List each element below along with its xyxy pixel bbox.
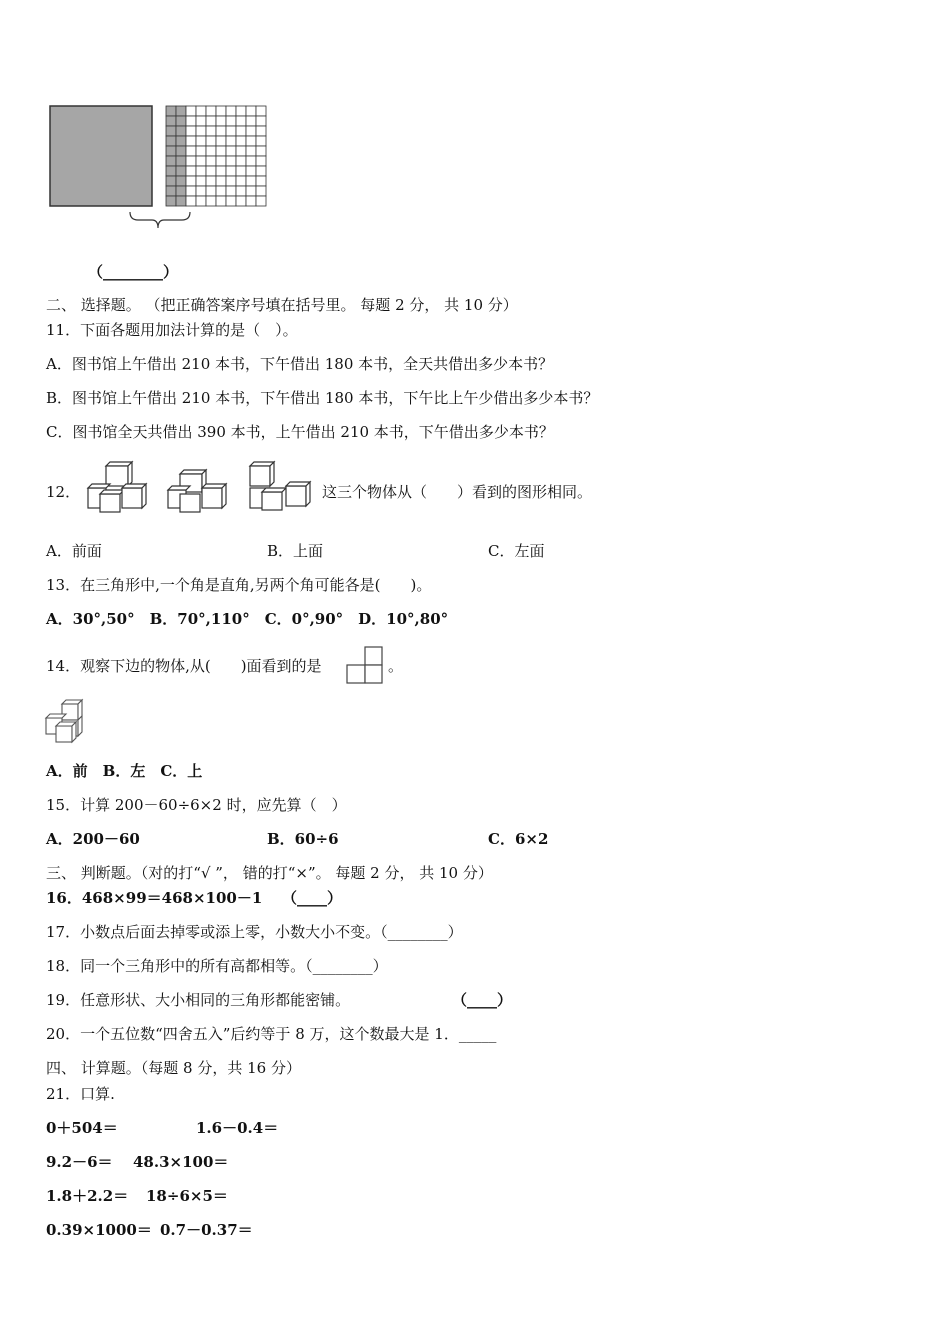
q21-item: 0.39×1000＝ [46,1221,152,1239]
q12-option-b[interactable]: B．上面 [267,542,324,560]
grid-cell [196,196,206,206]
grid-cell [196,156,206,166]
grid-cell [176,186,186,196]
q21-item: 1.8＋2.2＝ [46,1187,129,1205]
q21-item: 48.3×100＝ [133,1153,229,1171]
grid-cell [166,196,176,206]
grid-cell [166,156,176,166]
grid-cell [256,126,266,136]
grid-cell [216,116,226,126]
grid-cell [206,146,216,156]
q10-figure [46,100,276,235]
q15-option-a[interactable]: A．200－60 [46,830,140,848]
grid-cell [236,126,246,136]
q12-stem: 这三个物体从（ ）看到的图形相同。 [322,483,593,501]
q19-blank[interactable]: （____） [452,991,513,1009]
grid-cell [246,146,256,156]
grid-cell [206,156,216,166]
section2-heading: 二、 选择题。 （把正确答案序号填在括号里。 每题 2 分， 共 10 分） [46,296,518,314]
grid-cell [196,136,206,146]
grid-cell [216,136,226,146]
grid-cell [256,116,266,126]
grid-cell [186,146,196,156]
grid-cell [216,186,226,196]
grid-cell [196,126,206,136]
grid-cell [236,156,246,166]
grid-cell [216,156,226,166]
q13-options[interactable]: A．30°,50° B．70°,110° C．0°,90° D．10°,80° [46,610,449,628]
grid-cell [176,136,186,146]
grid-cell [226,196,236,206]
q15-option-b[interactable]: B．60÷6 [267,830,339,848]
grid-cell [236,186,246,196]
grid-cell [236,116,246,126]
q14-options[interactable]: A．前 B．左 C．上 [46,762,203,780]
grid-cell [246,196,256,206]
grid-cell [246,136,256,146]
grid-cell [206,196,216,206]
grid-cell [176,176,186,186]
grid-cell [216,126,226,136]
q21-item: 0＋504＝ [46,1119,118,1137]
q16-stem: 16．468×99＝468×100－1 [46,889,263,907]
q19-stem: 19．任意形状、大小相同的三角形都能密铺。 [46,991,351,1009]
grid-cell [256,166,266,176]
q11-option-c[interactable]: C．图书馆全天共借出 390 本书，上午借出 210 本书，下午借出多少本书？ [46,423,554,441]
grid-cell [206,126,216,136]
q14-stem-end: 。 [388,657,404,675]
grid-cell [186,116,196,126]
q21-item: 0.7－0.37＝ [160,1221,253,1239]
grid-cell [226,176,236,186]
q11-option-b[interactable]: B．图书馆上午借出 210 本书，下午借出 180 本书，下午比上午少借出多少本书？ [46,389,599,407]
grid-cell [196,166,206,176]
grid-cell [256,146,266,156]
grid-cell [206,166,216,176]
q12-number: 12． [46,483,81,501]
grid-cell [166,136,176,146]
grid-cell [206,176,216,186]
grid-cell [226,116,236,126]
grid-cell [176,196,186,206]
grid-cell [236,106,246,116]
grid-cell [196,106,206,116]
grid-cell [206,136,216,146]
q12-option-a[interactable]: A．前面 [46,542,102,560]
q12-option-c[interactable]: C．左面 [488,542,545,560]
grid-cell [226,156,236,166]
grid-cell [166,146,176,156]
q12-figures [84,460,324,516]
grid-cell [186,126,196,136]
q17-stem[interactable]: 17．小数点后面去掉零或添上零，小数大小不变。（________） [46,923,463,941]
grid-cell [246,116,256,126]
q15-option-c[interactable]: C．6×2 [488,830,549,848]
grid-cell [236,196,246,206]
q21-item: 18÷6×5＝ [146,1187,228,1205]
grid-cell [216,176,226,186]
grid-cell [216,146,226,156]
grid-cell [176,166,186,176]
grid-cell [186,176,196,186]
grid-cell [236,166,246,176]
grid-cell [196,146,206,156]
grid-cell [226,166,236,176]
grid-cell [246,126,256,136]
grid-cell [256,136,266,146]
grid-cell [176,106,186,116]
q21-item: 9.2－6＝ [46,1153,113,1171]
grid-cell [196,186,206,196]
grid-cell [166,166,176,176]
grid-cell [246,156,256,166]
grid-cell [206,116,216,126]
grid-cell [166,186,176,196]
grid-cell [256,176,266,186]
q21-stem: 21．口算. [46,1085,115,1103]
grid-cell [176,146,186,156]
grid-cell [186,136,196,146]
grid-cell [166,176,176,186]
q14-object-figure [44,698,88,746]
grid-cell [226,126,236,136]
q13-stem: 13．在三角形中,一个角是直角,另两个角可能各是( )。 [46,576,432,594]
grid-cell [216,166,226,176]
q11-stem: 11．下面各题用加法计算的是（ ）。 [46,321,298,339]
grid-cell [166,116,176,126]
grid-cell [166,126,176,136]
grid-cell [196,116,206,126]
grid-cell [186,166,196,176]
q11-option-a[interactable]: A．图书馆上午借出 210 本书，下午借出 180 本书，全天共借出多少本书？ [46,355,554,373]
grid-cell [236,146,246,156]
grid-cell [176,126,186,136]
section4-heading: 四、 计算题。（每题 8 分，共 16 分） [46,1059,301,1077]
q21-item: 1.6－0.4＝ [196,1119,279,1137]
q18-stem[interactable]: 18．同一个三角形中的所有高都相等。（________） [46,957,388,975]
grid-cell [236,136,246,146]
grid-cell [236,176,246,186]
grid-cell [176,156,186,166]
grid-cell [216,196,226,206]
grid-cell [246,186,256,196]
grid-cell [186,156,196,166]
grid-cell [226,136,236,146]
grid-cell [256,196,266,206]
grid-cell [186,196,196,206]
grid-cell [206,186,216,196]
grid-cell [196,176,206,186]
grid-cell [246,176,256,186]
grid-cell [176,116,186,126]
q14-stem: 14．观察下边的物体,从( )面看到的是 [46,657,322,675]
section3-heading: 三、 判断题。（对的打“√ ”， 错的打“×”。 每题 2 分， 共 10 分） [46,864,493,882]
grid-cell [186,106,196,116]
grid-cell [246,106,256,116]
grid-cell [256,106,266,116]
q14-view-figure [346,646,384,686]
q15-stem: 15．计算 200－60÷6×2 时，应先算（ ） [46,796,347,814]
grid-cell [216,106,226,116]
q16-blank[interactable]: （____） [282,889,343,907]
grid-cell [226,106,236,116]
grid-cell [256,186,266,196]
grid-cell [186,186,196,196]
grid-cell [206,106,216,116]
q10-answer-blank[interactable]: （________） [88,263,179,281]
grid-cell [226,186,236,196]
grid-cell [166,106,176,116]
grid-cell [256,156,266,166]
q20-stem[interactable]: 20．一个五位数“四舍五入”后约等于 8 万，这个数最大是 1．_____ [46,1025,497,1043]
grid-cell [226,146,236,156]
grid-cell [246,166,256,176]
